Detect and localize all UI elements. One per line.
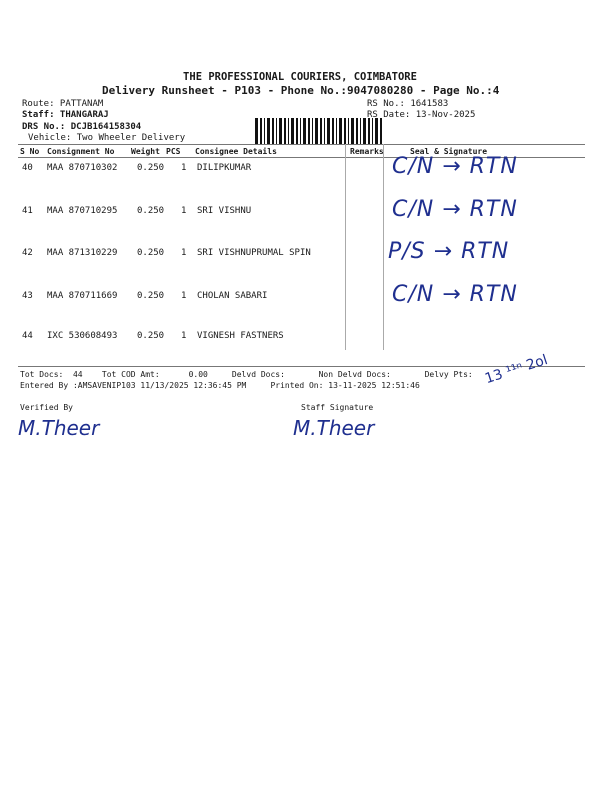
row-44-consignment: IXC 530608493 bbox=[47, 331, 118, 341]
row-43-consignment: MAA 870711669 bbox=[47, 291, 118, 301]
row-43-sno: 43 bbox=[22, 291, 33, 301]
barcode bbox=[236, 99, 364, 126]
barcode-bar bbox=[372, 118, 373, 145]
row-43-weight: 0.250 bbox=[137, 291, 165, 301]
staff: Staff: THANGARAJ bbox=[22, 110, 109, 120]
barcode-bar bbox=[260, 118, 262, 145]
barcode-bar bbox=[356, 118, 358, 145]
barcode-bar bbox=[288, 118, 289, 145]
row-43-pcs: 1 bbox=[181, 291, 187, 301]
barcode-bar bbox=[264, 118, 265, 145]
row-44-weight: 0.250 bbox=[137, 331, 165, 341]
barcode-bar bbox=[303, 118, 306, 145]
remarks-divider bbox=[345, 144, 346, 350]
row-43-handwritten-remark: C/N → RTN bbox=[392, 282, 518, 307]
row-44-pcs: 1 bbox=[181, 331, 187, 341]
row-40-consignment: MAA 870710302 bbox=[47, 163, 118, 173]
barcode-bar bbox=[267, 118, 270, 145]
vehicle: Vehicle: Two Wheeler Delivery bbox=[28, 133, 186, 143]
barcode-bar bbox=[327, 118, 330, 145]
barcode-bar bbox=[332, 118, 334, 145]
row-42-pcs: 1 bbox=[181, 248, 187, 258]
barcode-bar bbox=[296, 118, 298, 145]
staff-signature: M.Theer bbox=[293, 416, 375, 440]
row-40-handwritten-remark: C/N → RTN bbox=[392, 154, 518, 179]
col-weight: Weight bbox=[131, 147, 160, 156]
seal-divider bbox=[383, 144, 384, 350]
col-sno: S No bbox=[20, 147, 40, 156]
row-42-consignment: MAA 871310229 bbox=[47, 248, 118, 258]
col-consignment: Consignment No bbox=[47, 147, 115, 156]
barcode-bar bbox=[312, 118, 313, 145]
barcode-bar bbox=[375, 118, 378, 145]
row-42-weight: 0.250 bbox=[137, 248, 165, 258]
barcode-bar bbox=[300, 118, 301, 145]
barcode-bar bbox=[255, 118, 258, 145]
row-42-handwritten-remark: P/S → RTN bbox=[388, 239, 510, 264]
barcode-bar bbox=[348, 118, 349, 145]
verified-signature: M.Theer bbox=[18, 416, 100, 440]
barcode-bar bbox=[336, 118, 337, 145]
barcode-bar bbox=[315, 118, 318, 145]
barcode-graphic bbox=[255, 118, 383, 145]
barcode-bar bbox=[324, 118, 325, 145]
row-40-weight: 0.250 bbox=[137, 163, 165, 173]
row-42-sno: 42 bbox=[22, 248, 33, 258]
row-43-consignee: CHOLAN SABARI bbox=[197, 291, 268, 301]
col-seal: Seal & Signature bbox=[410, 147, 488, 156]
verified-by-label: Verified By bbox=[20, 403, 73, 412]
row-44-sno: 44 bbox=[22, 331, 33, 341]
row-41-weight: 0.250 bbox=[137, 206, 165, 216]
row-40-consignee: DILIPKUMAR bbox=[197, 163, 252, 173]
barcode-bar bbox=[368, 118, 370, 145]
totals-line: Tot Docs: 44 Tot COD Amt: 0.00 Delvd Docs: Non Delvd Docs: Delvy Pts: bbox=[20, 370, 473, 379]
row-41-sno: 41 bbox=[22, 206, 33, 216]
barcode-bar bbox=[284, 118, 286, 145]
staff-signature-label: Staff Signature bbox=[301, 403, 374, 412]
barcode-bar bbox=[344, 118, 346, 145]
barcode-bar bbox=[320, 118, 322, 145]
barcode-bar bbox=[339, 118, 342, 145]
row-42-consignee: SRI VISHNUPRUMAL SPIN bbox=[197, 248, 311, 258]
col-pcs: PCS bbox=[166, 147, 181, 156]
rs-no: RS No.: 1641583 bbox=[367, 99, 449, 109]
entered-by-line: Entered By :AMSAVENIP103 11/13/2025 12:36:45 PM Printed On: 13-11-2025 12:51:46 bbox=[20, 381, 420, 390]
table-top-rule bbox=[18, 144, 585, 145]
barcode-bar bbox=[291, 118, 294, 145]
runsheet-title: Delivery Runsheet - P103 - Phone No.:9047080280 - Page No.:4 bbox=[102, 84, 500, 97]
barcode-bar bbox=[308, 118, 310, 145]
barcode-bar bbox=[276, 118, 277, 145]
row-40-sno: 40 bbox=[22, 163, 33, 173]
rs-date: RS Date: 13-Nov-2025 bbox=[367, 110, 476, 120]
barcode-bar bbox=[272, 118, 274, 145]
row-41-consignee: SRI VISHNU bbox=[197, 206, 252, 216]
route: Route: PATTANAM bbox=[22, 99, 104, 109]
drs-no: DRS No.: DCJB164158304 bbox=[22, 122, 142, 132]
barcode-bar bbox=[351, 118, 354, 145]
row-40-pcs: 1 bbox=[181, 163, 187, 173]
row-41-pcs: 1 bbox=[181, 206, 187, 216]
row-41-handwritten-remark: C/N → RTN bbox=[392, 197, 518, 222]
barcode-bar bbox=[360, 118, 361, 145]
row-44-consignee: VIGNESH FASTNERS bbox=[197, 331, 284, 341]
col-remarks: Remarks bbox=[350, 147, 384, 156]
barcode-bar bbox=[279, 118, 282, 145]
barcode-bar bbox=[380, 118, 382, 145]
company-name: THE PROFESSIONAL COURIERS, COIMBATORE bbox=[183, 71, 417, 83]
col-consignee: Consignee Details bbox=[195, 147, 277, 156]
handwritten-date-note: 13 ¹¹ⁿ 2ol bbox=[483, 351, 550, 388]
barcode-bar bbox=[363, 118, 366, 145]
row-41-consignment: MAA 870710295 bbox=[47, 206, 118, 216]
